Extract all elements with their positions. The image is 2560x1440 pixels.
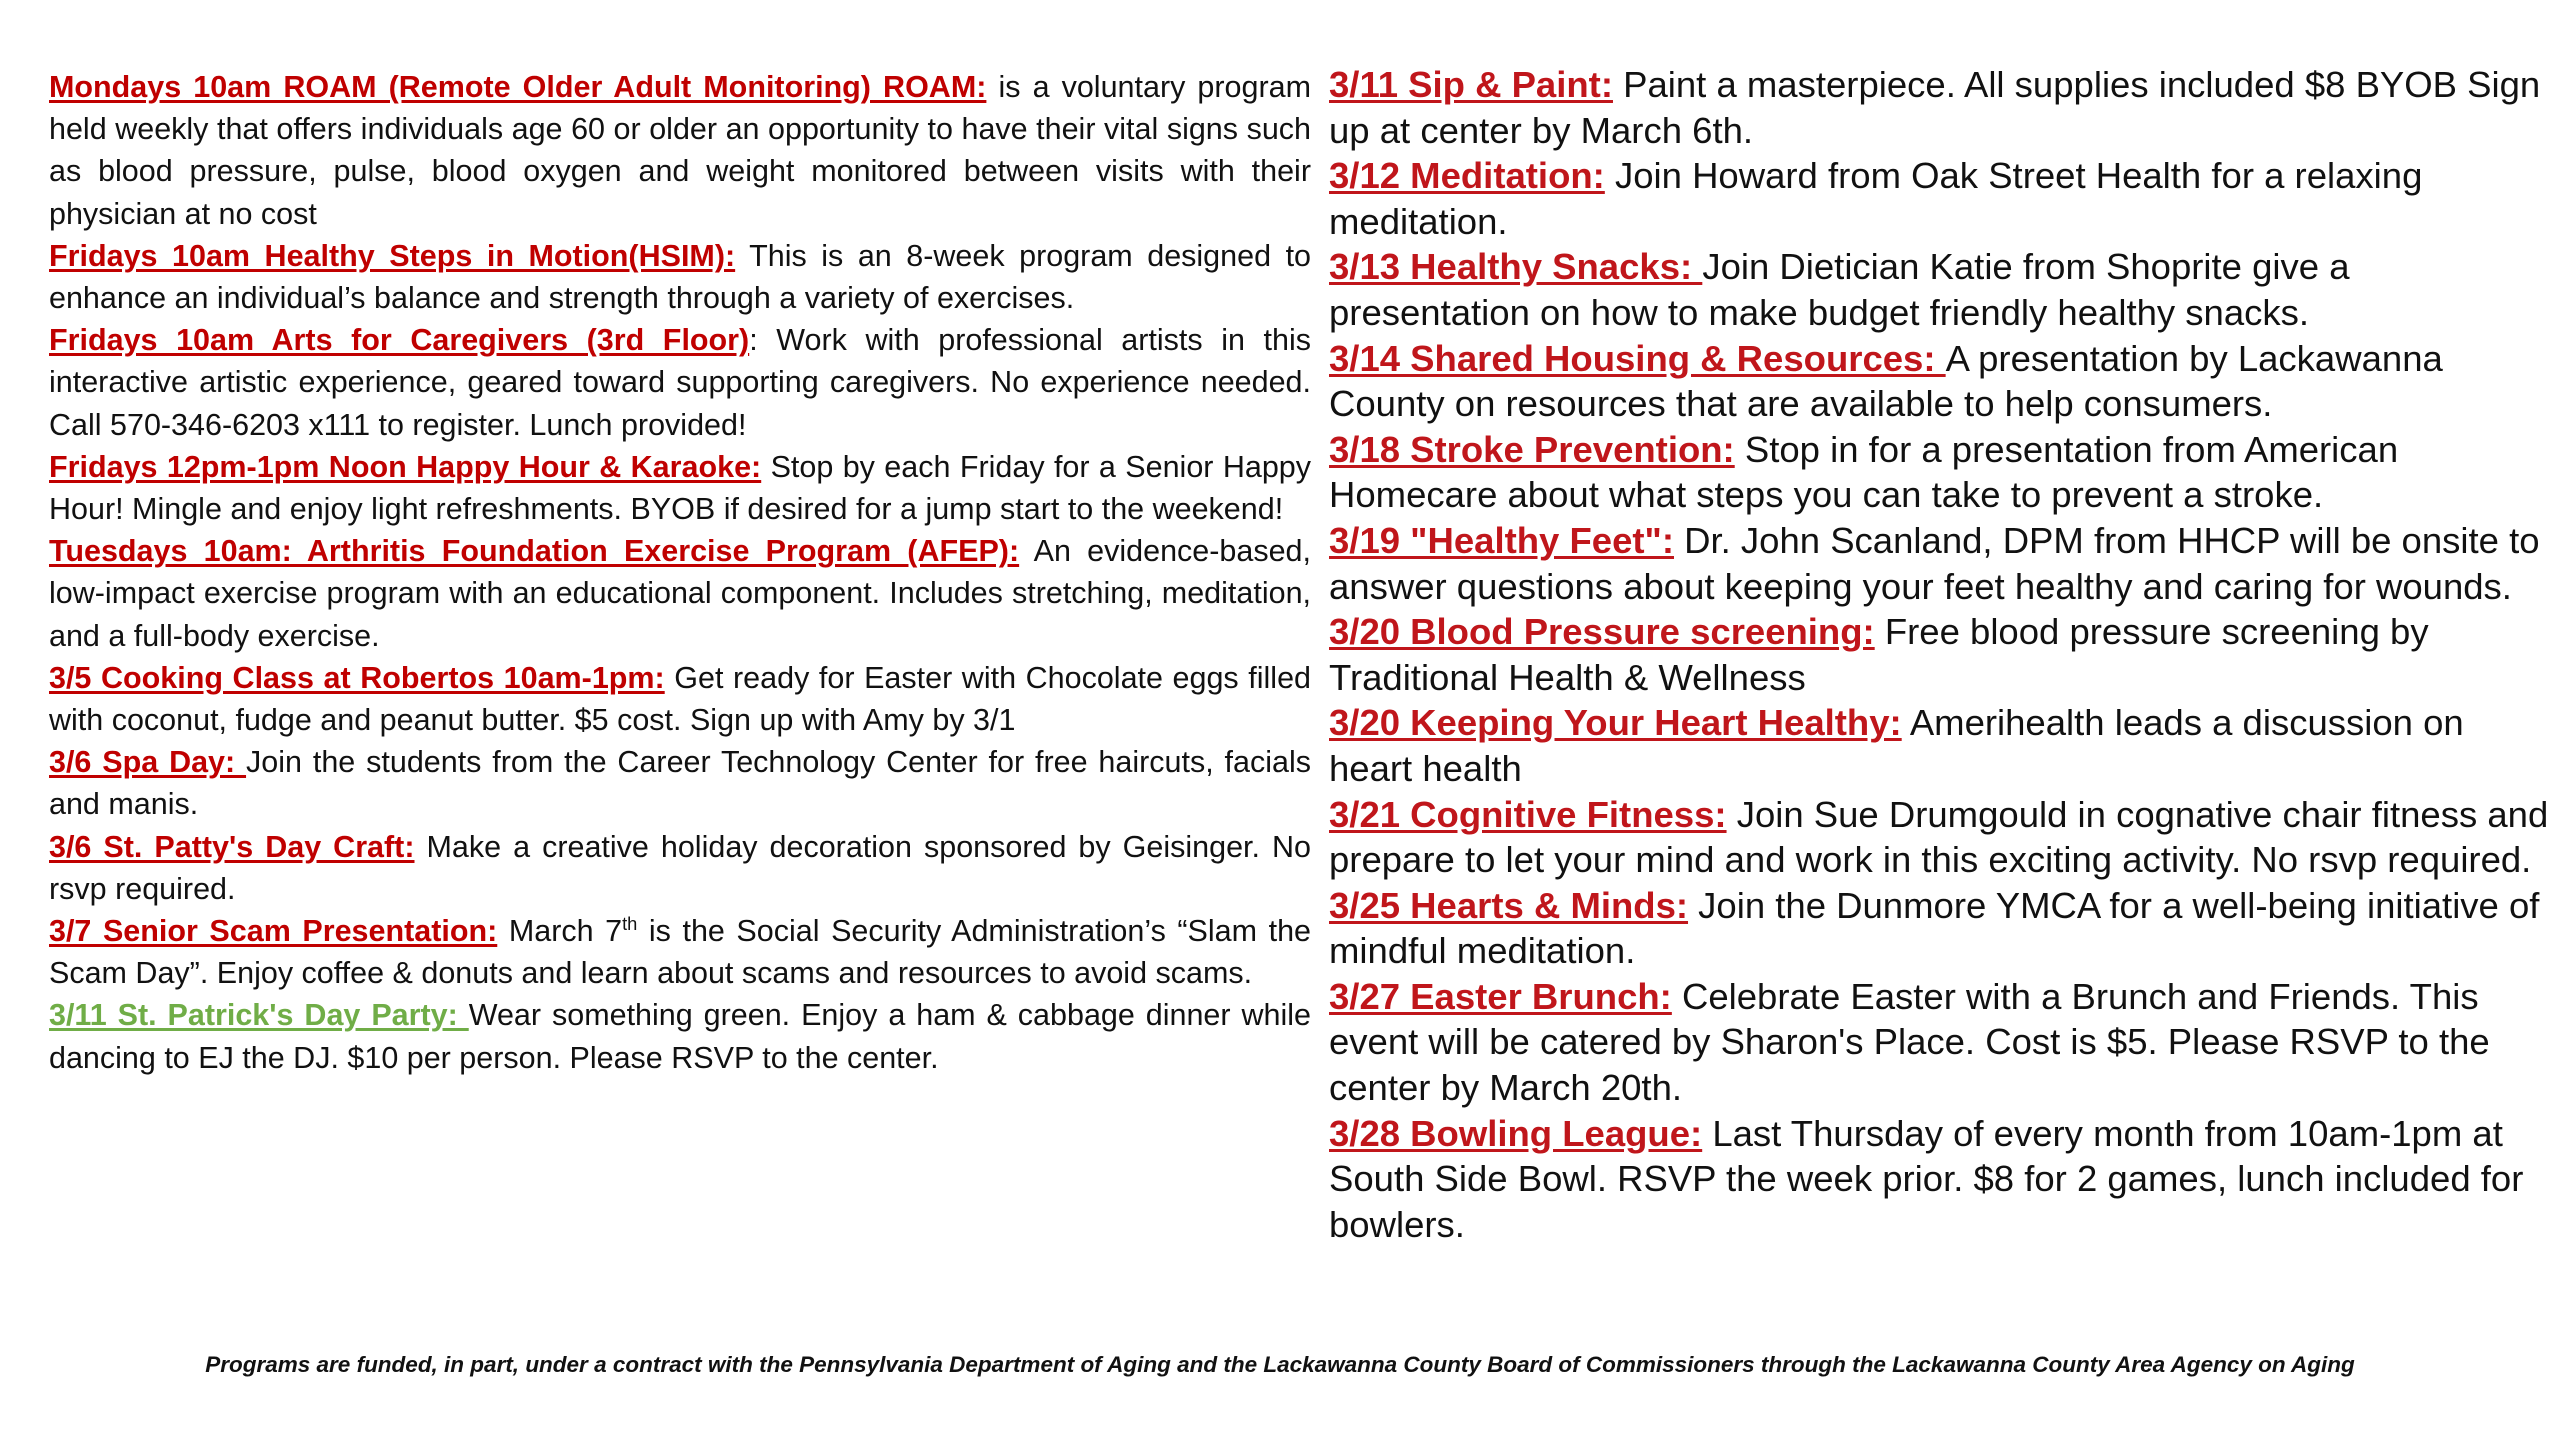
event-bowling-league: [1329, 1111, 2554, 1248]
event-hearts-minds: [1329, 883, 2554, 974]
left-column: [49, 66, 1311, 1079]
event-roam: [49, 66, 1311, 235]
event-title: 3/12 Meditation:: [1329, 155, 1605, 197]
event-description: is the Social Security Administration’s “Slam the Scam Day”. Enjoy coffee & donuts and learn about scams and resources to avoid scams.: [49, 914, 1311, 991]
event-sip-paint: [1329, 62, 2554, 153]
event-description: Paint a masterpiece. All supplies included $8 BYOB Sign up at center by March 6th.: [1329, 64, 2541, 151]
event-title: 3/6 St. Patty's Day Craft:: [49, 829, 415, 864]
event-scam-presentation: [49, 910, 1311, 994]
event-title: Fridays 10am Healthy Steps in Motion(HSIM):: [49, 238, 736, 273]
event-description: An evidence-based, low-impact exercise program with an educational component. Includes stretching, meditation, and a full-body exercise.: [49, 534, 1311, 653]
event-title: 3/20 Blood Pressure screening:: [1329, 611, 1875, 653]
event-title: 3/14 Shared Housing & Resources:: [1329, 337, 1946, 379]
event-title: 3/5 Cooking Class at Robertos 10am-1pm:: [49, 660, 665, 695]
event-description: Amerihealth leads a discussion on heart health: [1329, 702, 2464, 789]
event-description: Join the Dunmore YMCA for a well-being initiative of mindful meditation.: [1329, 884, 2540, 972]
ordinal-suffix: th: [622, 912, 638, 934]
event-healthy-feet: [1329, 518, 2554, 609]
event-title: 3/27 Easter Brunch:: [1329, 975, 1672, 1017]
event-title: 3/13 Healthy Snacks:: [1329, 246, 1703, 288]
event-meditation: [1329, 153, 2554, 244]
event-healthy-snacks: [1329, 244, 2554, 335]
event-hsim: [49, 235, 1311, 319]
event-spa-day: [49, 741, 1311, 825]
event-description: Join Howard from Oak Street Health for a relaxing meditation.: [1329, 155, 2423, 242]
event-description: Last Thursday of every month from 10am-1pm at South Side Bowl. RSVP the week prior. $8 for 2 games, lunch included for bowlers.: [1329, 1112, 2524, 1245]
right-column: [1329, 62, 2554, 1247]
event-description: Dr. John Scanland, DPM from HHCP will be onsite to answer questions about keeping your feet healthy and caring for wounds.: [1329, 519, 2540, 607]
event-title: 3/25 Hearts & Minds:: [1329, 884, 1689, 926]
event-title: Mondays 10am ROAM (Remote Older Adult Monitoring) ROAM:: [49, 70, 987, 104]
event-title: 3/18 Stroke Prevention:: [1329, 428, 1735, 470]
event-description-lead: March 7: [497, 914, 623, 949]
event-cooking-class: [49, 657, 1311, 741]
event-description: Join Sue Drumgould in cognative chair fitness and prepare to let your mind and work in this exciting activity. No rsvp required.: [1329, 793, 2549, 881]
event-heart-healthy: [1329, 700, 2554, 791]
event-description: Join the students from the Career Technology Center for free haircuts, facials and manis.: [49, 745, 1311, 822]
event-description: Make a creative holiday decoration sponsored by Geisinger. No rsvp required.: [49, 829, 1311, 906]
event-title: 3/11 St. Patrick's Day Party:: [49, 998, 469, 1033]
event-title: Fridays 12pm-1pm Noon Happy Hour & Karaoke:: [49, 449, 762, 484]
event-blood-pressure: [1329, 609, 2554, 700]
event-title: 3/11 Sip & Paint:: [1329, 64, 1613, 105]
event-description: Wear something green. Enjoy a ham & cabbage dinner while dancing to EJ the DJ. $10 per person. Please RSVP to the center.: [49, 998, 1312, 1075]
event-arts-for-caregivers: [49, 319, 1311, 446]
event-happy-hour: [49, 446, 1311, 530]
event-description: is a voluntary program held weekly that offers individuals age 60 or older an opportunity to have their vital signs such as blood pressure, pulse, blood oxygen and weight monitored between visits with their physician at no cost: [49, 70, 1312, 231]
event-title: Fridays 10am Arts for Caregivers (3rd Floor): [49, 323, 750, 358]
event-title: 3/20 Keeping Your Heart Healthy:: [1329, 702, 1902, 744]
event-title: 3/19 "Healthy Feet":: [1329, 519, 1674, 561]
event-afep: [49, 530, 1311, 657]
event-title: 3/21 Cognitive Fitness:: [1329, 793, 1727, 835]
event-description: Join Dietician Katie from Shoprite give a presentation on how to make budget friendly healthy snacks.: [1329, 246, 2350, 333]
event-stroke-prevention: [1329, 427, 2554, 518]
event-description: : Work with professional artists in this interactive artistic experience, geared toward supporting caregivers. No experience needed. Call 570-346-6203 x111 to register. Lunch provided!: [49, 323, 1311, 442]
event-description: Stop by each Friday for a Senior Happy Hour! Mingle and enjoy light refreshments. BYOB if desired for a jump start to the weekend!: [49, 449, 1311, 527]
event-description: Celebrate Easter with a Brunch and Friends. This event will be catered by Sharon's Place. Cost is $5. Please RSVP to the center by March 20th.: [1329, 975, 2490, 1109]
event-title: 3/6 Spa Day:: [49, 745, 247, 780]
event-cognitive-fitness: [1329, 792, 2554, 883]
event-st-patricks-party: [49, 994, 1311, 1078]
event-shared-housing: [1329, 336, 2554, 427]
funding-footer: Programs are funded, in part, under a contract with the Pennsylvania Department of Aging and the Lackawanna County Board of Commissioners through the Lackawanna County Area Agency on Aging: [205, 1352, 2355, 1377]
event-title: 3/28 Bowling League:: [1329, 1112, 1703, 1154]
event-description: Get ready for Easter with Chocolate eggs filled with coconut, fudge and peanut butter. $5 cost. Sign up with Amy by 3/1: [49, 660, 1311, 738]
event-title: Tuesdays 10am: Arthritis Foundation Exercise Program (AFEP):: [49, 534, 1020, 569]
event-description: Free blood pressure screening by Traditional Health & Wellness: [1329, 611, 2429, 698]
event-description: This is an 8-week program designed to enhance an individual’s balance and strength through a variety of exercises.: [49, 238, 1311, 316]
event-description: A presentation by Lackawanna County on resources that are available to help consumers.: [1329, 337, 2443, 425]
event-title: 3/7 Senior Scam Presentation:: [49, 914, 498, 949]
event-st-patty-craft: [49, 826, 1311, 910]
event-easter-brunch: [1329, 974, 2554, 1111]
event-description: Stop in for a presentation from American Homecare about what steps you can take to prevent a stroke.: [1329, 428, 2399, 516]
